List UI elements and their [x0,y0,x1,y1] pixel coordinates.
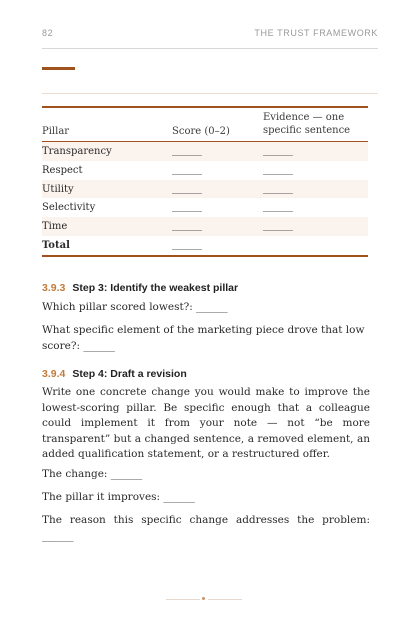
score-blank: ______ [172,201,202,213]
instruction-paragraph: Write one concrete change you would make to improve the lowest-scoring pillar. Be specific enough that a colleague could implement it from your note — not “be more transparent” but a changed sentence, a removed element, an added qualification statement, or a restructured offer. [42,386,370,460]
section-number: 3.9.3 [42,282,66,294]
table-row [42,198,368,217]
prompt-lowest-pillar: Which pillar scored lowest?: ______ [42,301,228,313]
section-divider [42,93,378,94]
prompt-low-score-element: What specific element of the marketing piece drove that low score?: ______ [42,324,365,352]
running-header [42,28,378,42]
score-blank: ______ [172,163,202,175]
table-header-row [42,108,368,141]
evidence-blank: ______ [263,201,293,213]
pillar-cell: Selectivity [42,202,96,214]
evidence-blank: ______ [263,145,293,156]
table-bottom-rule [42,255,368,257]
accent-bar [42,67,75,70]
section-title: Step 4: Draft a revision [72,368,187,380]
trust-score-table [42,106,368,257]
pillar-cell: Transparency [42,146,112,157]
section-heading-step-4 [42,368,187,380]
pillar-cell: Time [42,221,68,233]
total-score-blank: ______ [172,238,202,250]
prompt-reason: The reason this specific change addresses the problem: ______ [42,514,370,542]
ornament-dot [202,597,205,600]
table-row [42,161,368,180]
evidence-blank: ______ [263,220,293,232]
total-label: Total [42,239,70,251]
column-header-score: Score (0–2) [172,126,230,137]
table-row [42,142,368,161]
table-row [42,217,368,236]
pillar-cell: Respect [42,164,83,176]
prompt-pillar-improved: The pillar it improves: ______ [42,491,195,503]
column-header-pillar: Pillar [42,126,70,137]
table-row [42,180,368,199]
table-total-row [42,236,368,255]
column-header-evidence: Evidence — one specific sentence [263,112,351,136]
section-title: Step 3: Identify the weakest pillar [72,282,239,294]
running-title: THE TRUST FRAMEWORK [254,28,378,38]
footer-ornament [0,597,420,601]
evidence-blank: ______ [263,163,293,175]
evidence-blank: ______ [263,182,293,194]
section-number: 3.9.4 [42,368,66,380]
prompt-change: The change: ______ [42,468,143,480]
score-blank: ______ [172,220,202,232]
section-heading-step-3 [42,282,238,294]
header-divider [42,48,378,49]
score-blank: ______ [172,145,202,156]
ornament-line-left [166,599,200,600]
page-number: 82 [42,28,54,38]
ornament-line-right [208,599,242,600]
pillar-cell: Utility [42,183,74,195]
score-blank: ______ [172,182,202,194]
